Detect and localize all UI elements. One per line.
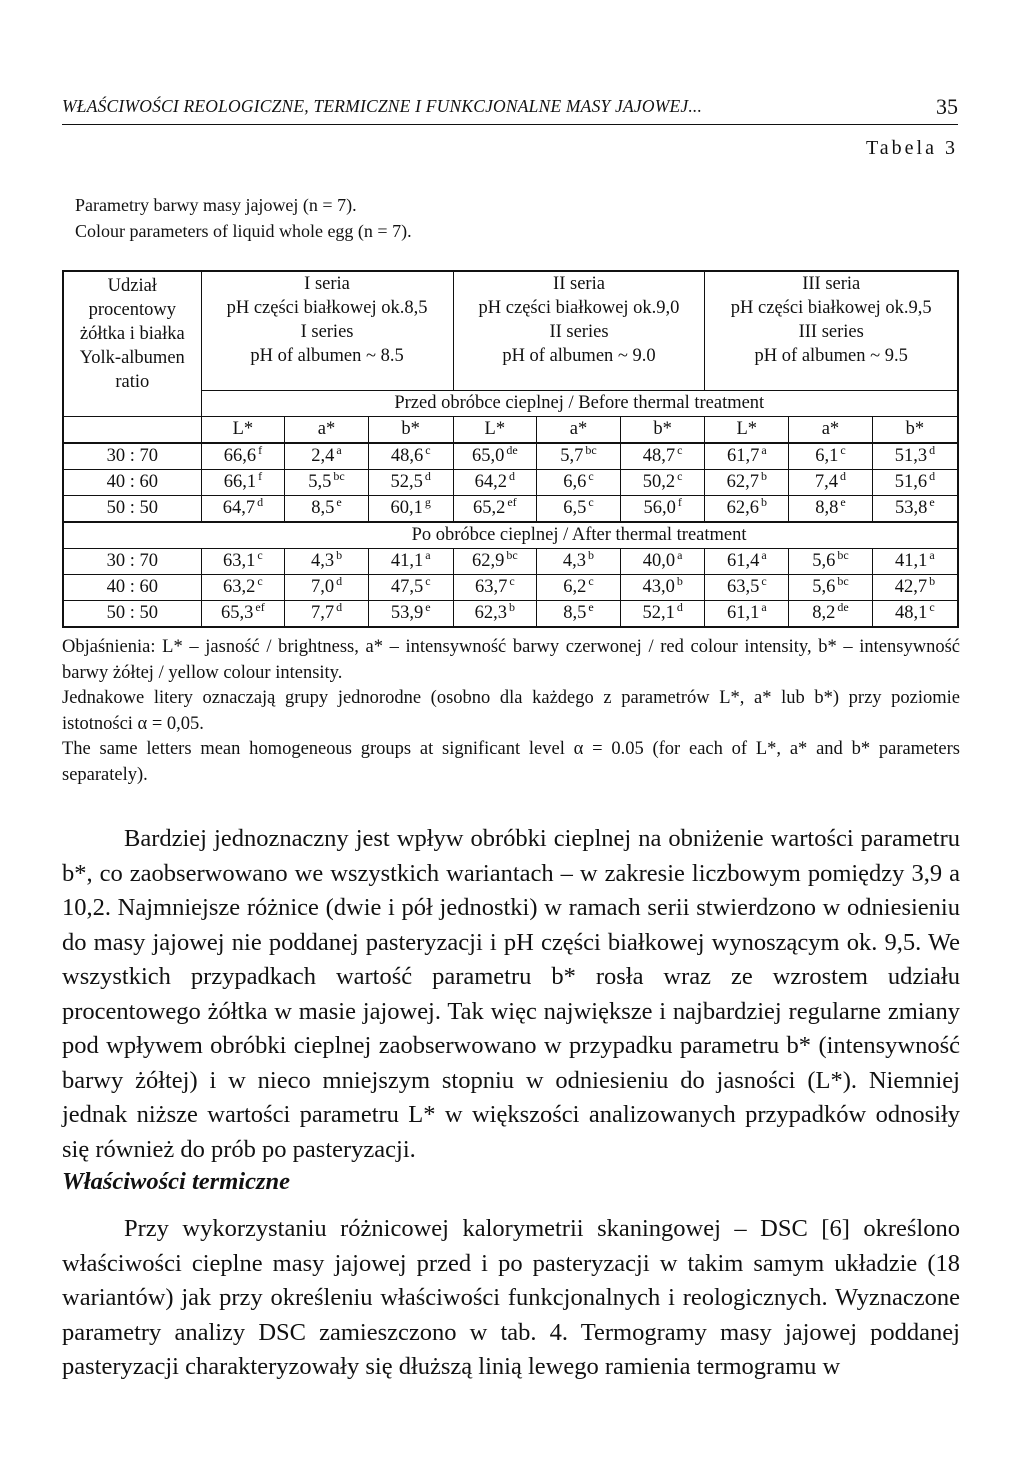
- cell-value: 8,5: [563, 603, 587, 624]
- cell-value: 7,0: [310, 577, 335, 598]
- group-letter: c: [588, 469, 594, 484]
- column-header: a*: [285, 416, 369, 443]
- ratio-header-line: żółtka i białka: [79, 324, 185, 344]
- note-explanation: Objaśnienia: L* – jasność / brightness, a* – intensywność barwy czerwonej / red colour intensity, b* – intensywność barwy żółtej / yellow colour intensity.: [62, 637, 960, 683]
- note-letters-pl: Jednakowe litery oznaczają grupy jednorodne (osobno dla każdego z parametrów L*, a* lub b*) przy poziomie istotności α = 0,05.: [62, 688, 960, 734]
- value-cell: [620, 495, 705, 522]
- group-letter: f: [258, 469, 263, 484]
- colour-parameters-table: [62, 270, 959, 628]
- cell-value: 51,3: [894, 446, 928, 467]
- body-paragraph-1: [62, 822, 960, 1167]
- table-body: [63, 271, 958, 627]
- table-label: Tabela 3: [865, 137, 958, 159]
- cell-value: 5,6: [812, 551, 836, 572]
- group-letter: d: [336, 600, 343, 615]
- value-cell: [872, 469, 958, 495]
- group-letter: c: [840, 443, 846, 458]
- series-line: pH of albumen ~ 9.0: [502, 346, 656, 366]
- column-header: L*: [201, 416, 285, 443]
- value-cell: [537, 469, 621, 495]
- group-letter: e: [840, 495, 846, 510]
- value-cell: [789, 495, 873, 522]
- cell-value: 48,6: [390, 446, 424, 467]
- value-cell: [705, 443, 789, 470]
- value-cell: [285, 443, 369, 470]
- group-letter: c: [588, 574, 594, 589]
- cell-value: 5,5: [308, 472, 332, 493]
- ratio-header: [63, 271, 201, 416]
- value-cell: [620, 574, 705, 600]
- group-letter: d: [839, 469, 846, 484]
- group-letter: g: [424, 495, 431, 510]
- group-letter: a: [336, 443, 342, 458]
- group-letter: a: [761, 443, 767, 458]
- series-header-row: [63, 271, 958, 390]
- value-cell: [285, 469, 369, 495]
- group-letter: d: [676, 600, 683, 615]
- group-letter: a: [929, 548, 935, 563]
- cell-value: 5,6: [812, 577, 836, 598]
- value-cell: [453, 548, 537, 574]
- cell-value: 50,2: [642, 472, 676, 493]
- table-row: [63, 495, 958, 522]
- table-row: [63, 469, 958, 495]
- group-letter: b: [336, 548, 343, 563]
- cell-value: 51,6: [894, 472, 928, 493]
- series-line: pH części białkowej ok.9,5: [730, 298, 932, 318]
- ratio-header-line: Udział: [107, 276, 157, 296]
- column-header: b*: [620, 416, 705, 443]
- cell-value: 2,4: [311, 446, 335, 467]
- group-letter: b: [676, 574, 683, 589]
- value-cell: [537, 600, 621, 627]
- group-letter: ef: [507, 495, 517, 510]
- column-header-row: [63, 416, 958, 443]
- cell-value: 62,7: [726, 472, 759, 493]
- series-line: I series: [300, 322, 354, 342]
- group-letter: d: [509, 469, 516, 484]
- cell-value: 56,0: [643, 498, 676, 519]
- value-cell: [789, 600, 873, 627]
- group-letter: a: [761, 600, 767, 615]
- column-header: b*: [368, 416, 453, 443]
- cell-value: 61,7: [726, 446, 760, 467]
- cell-value: 4,3: [310, 551, 335, 572]
- group-letter: b: [929, 574, 936, 589]
- series-line: II seria: [553, 274, 605, 294]
- value-cell: [620, 443, 705, 470]
- note-letters-en: The same letters mean homogeneous groups at significant level α = 0.05 (for each of L*, a* and b* parameters separately).: [62, 739, 960, 785]
- value-cell: [705, 600, 789, 627]
- cell-value: 62,3: [474, 603, 508, 624]
- value-cell: [453, 495, 537, 522]
- group-letter: a: [425, 548, 431, 563]
- cell-value: 6,1: [815, 446, 839, 467]
- page-number: 35: [936, 94, 958, 119]
- column-header: L*: [453, 416, 537, 443]
- group-letter: b: [588, 548, 595, 563]
- value-cell: [201, 574, 285, 600]
- table-row: [63, 548, 958, 574]
- series-line: III seria: [802, 274, 861, 294]
- ratio-cell: 40 : 60: [63, 574, 201, 600]
- value-cell: [620, 548, 705, 574]
- paragraph-text: Bardziej jednoznaczny jest wpływ obróbki cieplnej na obniżenie wartości parametru b*, co zaobserwowano we wszystkich wariantach – w zakresie liczbowym pomiędzy 3,9 a 10,2. Najmniejsze różnice (dwie i pół jednostki) w ramach serii stwierdzono w odniesieniu do masy jajowej nie poddanej pasteryzacji i pH części białkowej wynoszącym ok. 9,5. We wszystkich przypadkach wartość parametru b* rosła wraz ze wzrostem udziału procentowego żółtka w masie jajowej. Tak więc największe i najbardziej regularne zmiany pod wpływem obróbki cieplnej zaobserwowano w przypadku parametru b* (intensywność barwy żółtej) i w nieco mniejszym stopniu w odniesieniu do jasności (L*). Niemniej jednak niższe wartości parametru L* w większości analizowanych przypadków odnosiły się również do prób po pasteryzacji.: [62, 825, 960, 1163]
- table-row: [63, 574, 958, 600]
- group-letter: c: [425, 574, 431, 589]
- value-cell: [789, 574, 873, 600]
- cell-value: 62,9: [471, 551, 505, 572]
- cell-value: 63,5: [726, 577, 760, 598]
- value-cell: [789, 548, 873, 574]
- group-letter: bc: [837, 548, 849, 563]
- group-letter: b: [760, 469, 767, 484]
- caption-english: Colour parameters of liquid whole egg (n = 7).: [75, 221, 412, 241]
- group-letter: bc: [506, 548, 518, 563]
- group-letter: d: [257, 495, 264, 510]
- group-letter: c: [761, 574, 767, 589]
- group-letter: a: [761, 548, 767, 563]
- group-letter: c: [509, 574, 515, 589]
- group-letter: c: [257, 574, 263, 589]
- value-cell: [872, 495, 958, 522]
- ratio-header-line: procentowy: [88, 300, 176, 320]
- value-cell: [537, 495, 621, 522]
- value-cell: [201, 469, 285, 495]
- cell-value: 48,1: [895, 603, 928, 624]
- group-letter: bc: [333, 469, 345, 484]
- group-letter: c: [588, 495, 594, 510]
- cell-value: 65,0: [471, 446, 505, 467]
- value-cell: [453, 574, 537, 600]
- group-letter: e: [425, 600, 431, 615]
- band-label: Przed obróbce cieplnej / Before thermal treatment: [201, 390, 958, 416]
- group-letter: e: [336, 495, 342, 510]
- group-letter: f: [258, 443, 263, 458]
- cell-value: 6,6: [563, 472, 587, 493]
- cell-value: 53,8: [895, 498, 928, 519]
- group-letter: c: [677, 469, 683, 484]
- series-header-2: [453, 271, 705, 390]
- group-letter: d: [336, 574, 343, 589]
- group-letter: d: [929, 443, 936, 458]
- group-letter: f: [677, 495, 682, 510]
- value-cell: [705, 548, 789, 574]
- value-cell: [872, 443, 958, 470]
- cell-value: 8,2: [812, 603, 836, 624]
- value-cell: [201, 548, 285, 574]
- running-header: [62, 94, 958, 125]
- ratio-cell: 40 : 60: [63, 469, 201, 495]
- cell-value: 48,7: [642, 446, 676, 467]
- cell-value: 63,7: [474, 577, 508, 598]
- series-header-3: [705, 271, 958, 390]
- value-cell: [537, 574, 621, 600]
- group-letter: d: [929, 469, 936, 484]
- group-letter: c: [425, 443, 431, 458]
- value-cell: [201, 600, 285, 627]
- cell-value: 61,1: [726, 603, 760, 624]
- cell-value: 8,8: [815, 498, 839, 519]
- blank-cell: [63, 416, 201, 443]
- ratio-header-line: Yolk-albumen: [79, 348, 185, 368]
- cell-value: 62,6: [726, 498, 759, 519]
- series-line: I seria: [304, 274, 350, 294]
- value-cell: [201, 443, 285, 470]
- group-letter: bc: [585, 443, 597, 458]
- ratio-cell: 50 : 50: [63, 495, 201, 522]
- table-caption: [75, 192, 412, 244]
- cell-value: 65,2: [472, 498, 506, 519]
- group-letter: c: [257, 548, 263, 563]
- table-row: [63, 600, 958, 627]
- cell-value: 7,7: [310, 603, 335, 624]
- series-line: pH części białkowej ok.8,5: [226, 298, 428, 318]
- cell-value: 47,5: [390, 577, 424, 598]
- ratio-cell: 50 : 50: [63, 600, 201, 627]
- value-cell: [789, 443, 873, 470]
- group-letter: de: [837, 600, 849, 615]
- cell-value: 66,6: [223, 446, 257, 467]
- paragraph-text: Przy wykorzystaniu różnicowej kalorymetrii skaningowej – DSC [6] określono właściwości cieplne masy jajowej przed i po pasteryzacji w takim samym układzie (18 wariantów) jak przy określeniu właściwości funkcjonalnych i reologicznych. Wyznaczone parametry analizy DSC zamieszczono w tab. 4. Termogramy masy jajowej poddanej pasteryzacji charakteryzowały się dłuższą linią lewego ramienia termogramu w: [62, 1215, 960, 1380]
- cell-value: 7,4: [814, 472, 838, 493]
- running-title: WŁAŚCIWOŚCI REOLOGICZNE, TERMICZNE I FUNKCJONALNE MASY JAJOWEJ...: [62, 96, 703, 116]
- cell-value: 43,0: [642, 577, 675, 598]
- value-cell: [453, 600, 537, 627]
- value-cell: [453, 443, 537, 470]
- series-line: pH części białkowej ok.9,0: [478, 298, 680, 318]
- value-cell: [872, 574, 958, 600]
- series-line: III series: [798, 322, 864, 342]
- cell-value: 63,1: [223, 551, 256, 572]
- caption-polish: Parametry barwy masy jajowej (n = 7).: [75, 195, 357, 215]
- group-letter: c: [929, 600, 935, 615]
- value-cell: [368, 548, 453, 574]
- value-cell: [705, 574, 789, 600]
- column-header: a*: [537, 416, 621, 443]
- series-line: pH of albumen ~ 9.5: [754, 346, 908, 366]
- value-cell: [368, 469, 453, 495]
- band-row: [63, 522, 958, 549]
- cell-value: 52,1: [642, 603, 675, 624]
- section-heading: Właściwości termiczne: [62, 1168, 290, 1195]
- group-letter: a: [677, 548, 683, 563]
- table-notes: [62, 635, 960, 788]
- group-letter: de: [506, 443, 518, 458]
- series-header-1: [201, 271, 453, 390]
- value-cell: [620, 600, 705, 627]
- value-cell: [368, 495, 453, 522]
- group-letter: c: [677, 443, 683, 458]
- cell-value: 5,7: [560, 446, 584, 467]
- column-header: L*: [705, 416, 789, 443]
- group-letter: b: [509, 600, 516, 615]
- cell-value: 41,1: [895, 551, 928, 572]
- cell-value: 41,1: [390, 551, 424, 572]
- column-header: a*: [789, 416, 873, 443]
- cell-value: 66,1: [223, 472, 257, 493]
- series-line: II series: [549, 322, 609, 342]
- table-row: [63, 443, 958, 470]
- value-cell: [285, 548, 369, 574]
- value-cell: [368, 600, 453, 627]
- cell-value: 64,7: [222, 498, 256, 519]
- value-cell: [705, 469, 789, 495]
- cell-value: 63,2: [223, 577, 256, 598]
- value-cell: [201, 495, 285, 522]
- body-paragraph-2: [62, 1212, 960, 1385]
- group-letter: ef: [255, 600, 265, 615]
- band-label: Po obróbce cieplnej / After thermal treatment: [201, 522, 958, 549]
- value-cell: [620, 469, 705, 495]
- cell-value: 6,5: [563, 498, 587, 519]
- value-cell: [705, 495, 789, 522]
- value-cell: [285, 495, 369, 522]
- ratio-cell: 30 : 70: [63, 548, 201, 574]
- column-header: b*: [872, 416, 958, 443]
- group-letter: b: [760, 495, 767, 510]
- cell-value: 42,7: [894, 577, 928, 598]
- cell-value: 52,5: [390, 472, 423, 493]
- value-cell: [872, 548, 958, 574]
- cell-value: 53,9: [390, 603, 424, 624]
- group-letter: e: [929, 495, 935, 510]
- group-letter: e: [588, 600, 594, 615]
- cell-value: 40,0: [642, 551, 676, 572]
- value-cell: [368, 574, 453, 600]
- cell-value: 8,5: [311, 498, 335, 519]
- value-cell: [537, 548, 621, 574]
- cell-value: 6,2: [563, 577, 587, 598]
- value-cell: [453, 469, 537, 495]
- group-letter: d: [424, 469, 431, 484]
- ratio-header-line: ratio: [115, 372, 150, 392]
- cell-value: 4,3: [562, 551, 587, 572]
- series-line: pH of albumen ~ 8.5: [250, 346, 404, 366]
- value-cell: [285, 574, 369, 600]
- ratio-cell: 30 : 70: [63, 443, 201, 470]
- blank-cell: [63, 522, 201, 549]
- value-cell: [285, 600, 369, 627]
- value-cell: [368, 443, 453, 470]
- cell-value: 64,2: [474, 472, 508, 493]
- value-cell: [537, 443, 621, 470]
- value-cell: [872, 600, 958, 627]
- group-letter: bc: [837, 574, 849, 589]
- cell-value: 60,1: [390, 498, 423, 519]
- cell-value: 61,4: [726, 551, 760, 572]
- cell-value: 65,3: [221, 603, 254, 624]
- value-cell: [789, 469, 873, 495]
